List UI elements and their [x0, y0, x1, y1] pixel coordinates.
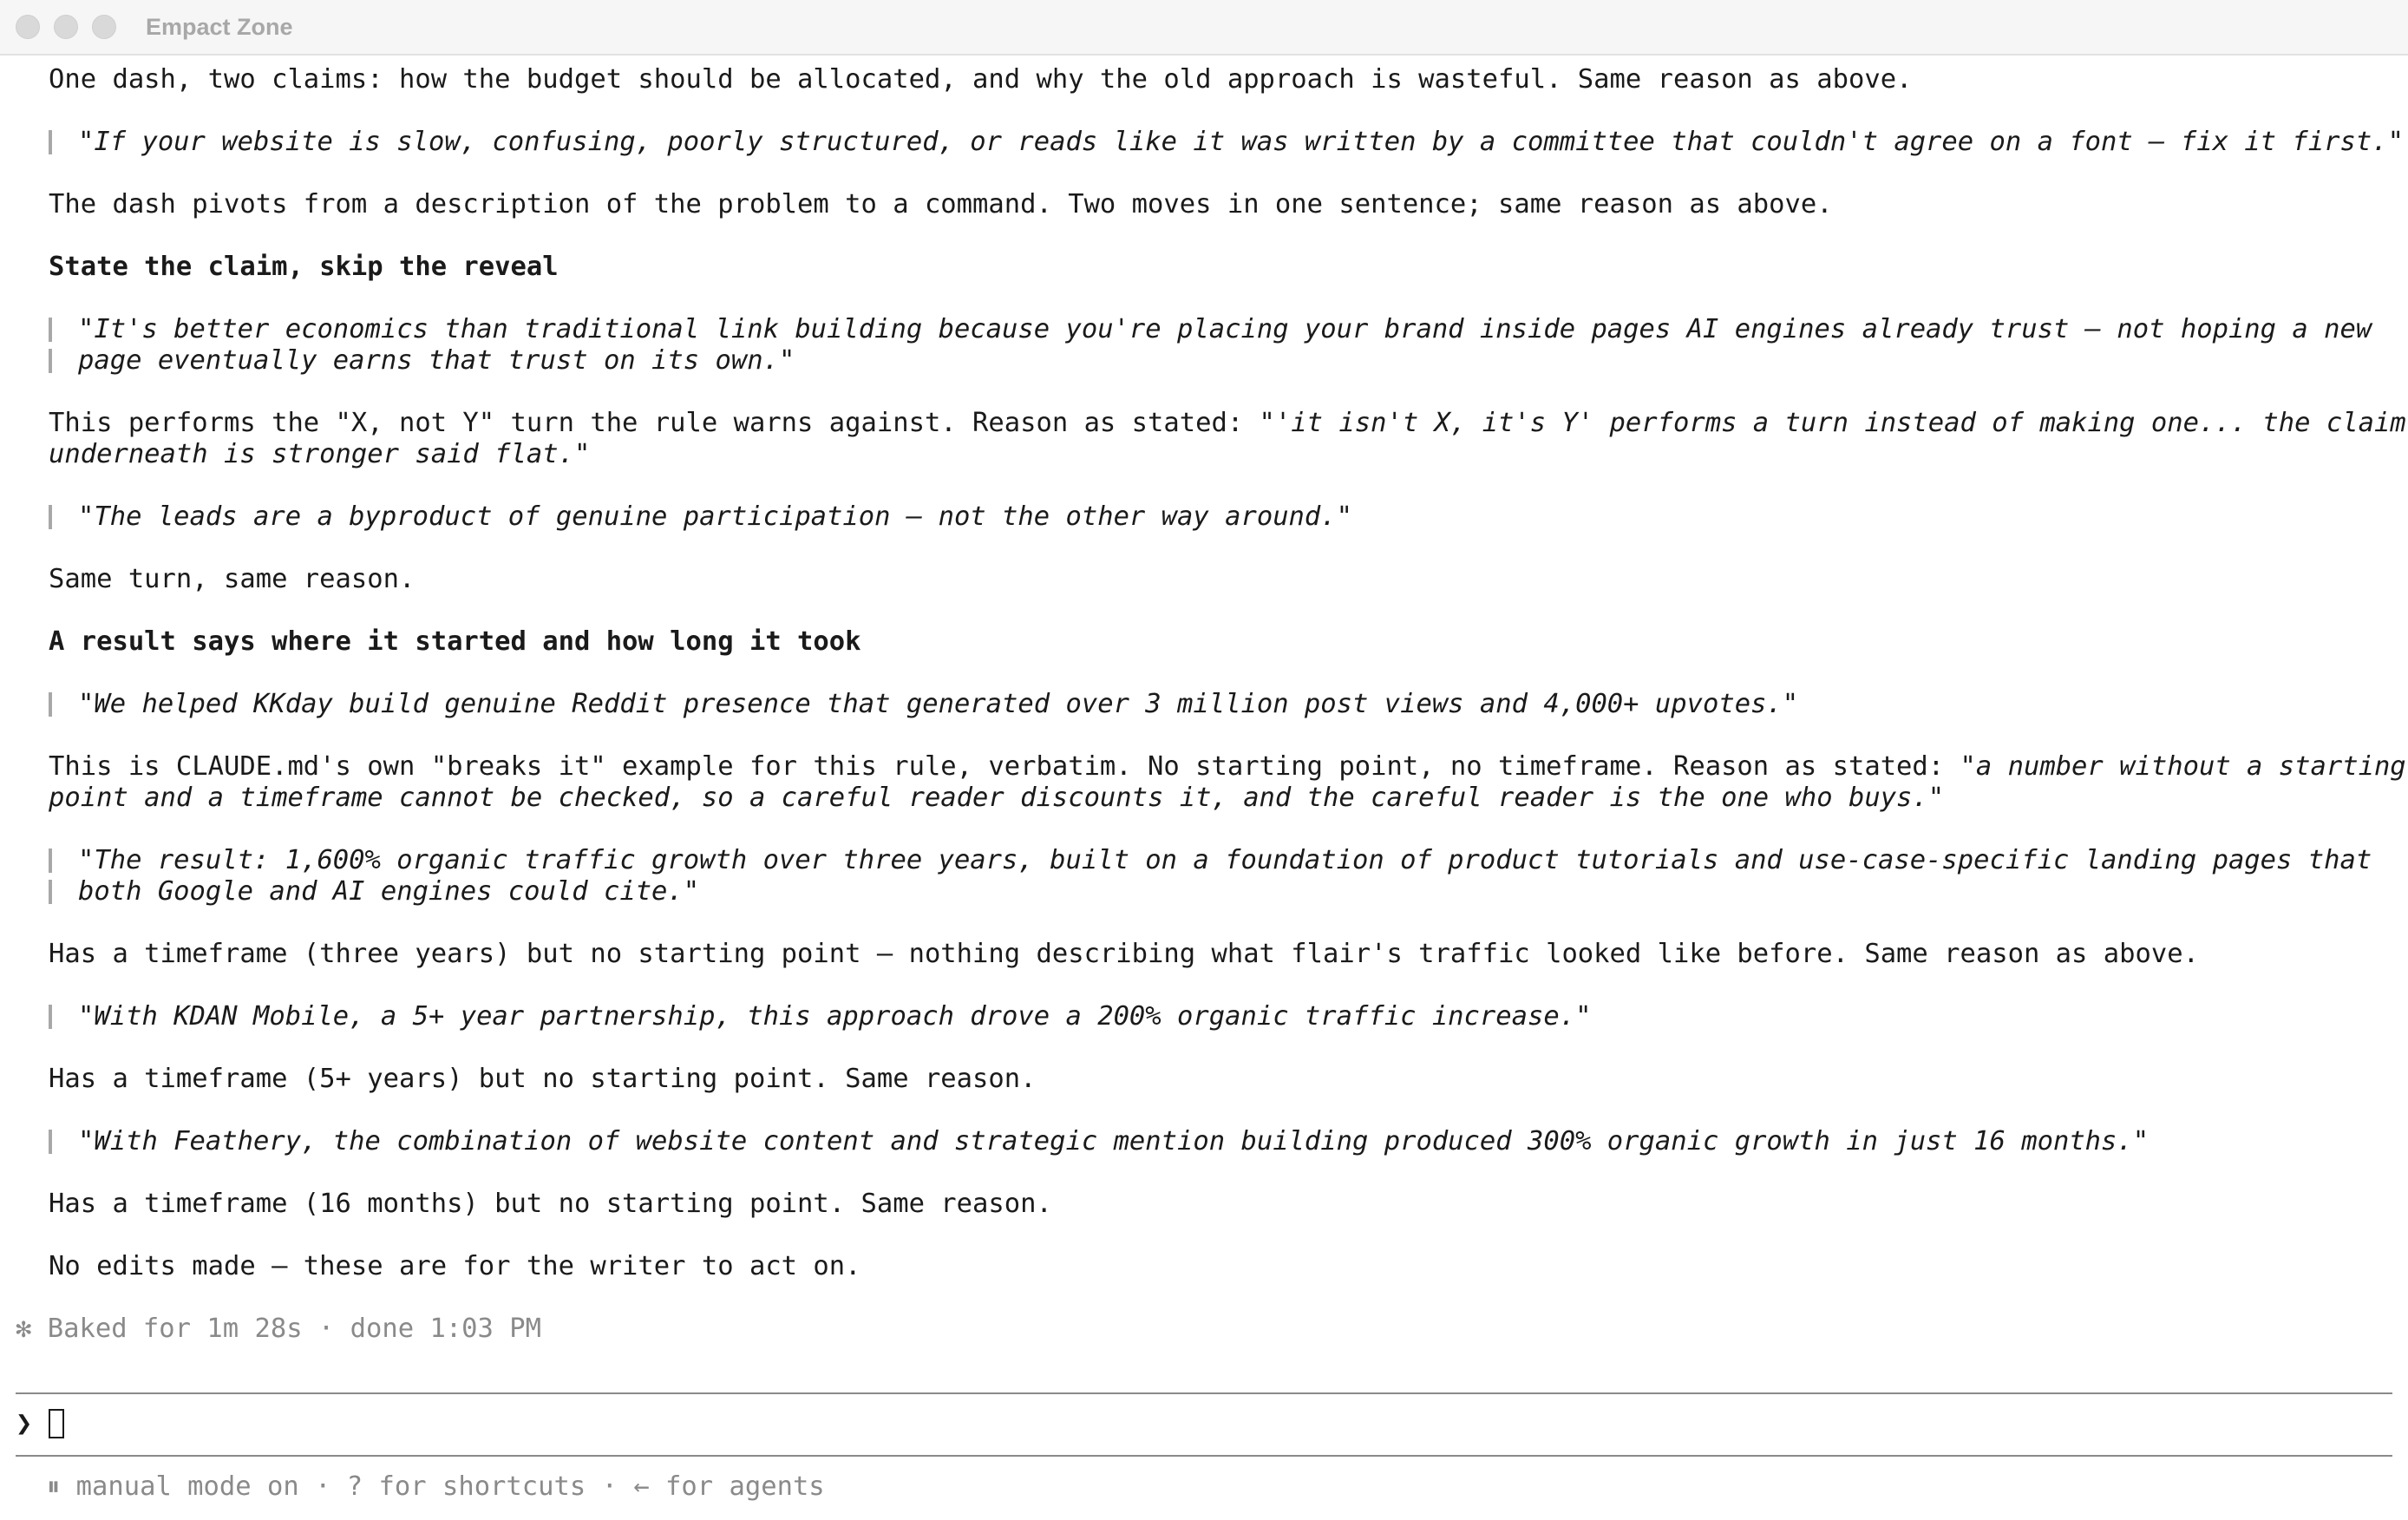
quote-text: "It's better economics than traditional link building because you're placing your brand inside pages AI engines already trust — not hoping a new [78, 314, 2372, 344]
paragraph [49, 408, 2406, 439]
paragraph: Same turn, same reason. [49, 564, 416, 594]
quoted-rule-text: 'it isn't X, it's Y' performs a turn instead of making one... the claim [1274, 408, 2406, 438]
blockquote [49, 689, 1799, 720]
paragraph [49, 751, 2406, 783]
blockquote [49, 501, 1353, 533]
prompt-bottom-divider [16, 1455, 2392, 1457]
quote-text: "With KDAN Mobile, a 5+ year partnership, this approach drove a 200% organic traffic increase." [78, 1001, 1592, 1032]
paragraph-text: This is CLAUDE.md's own "breaks it" example for this rule, verbatim. No starting point, no timeframe. Reason as stated: " [49, 751, 1976, 782]
quote-text: page eventually earns that trust on its own." [78, 345, 795, 376]
quote-text: "The leads are a byproduct of genuine participation — not the other way around." [78, 501, 1353, 532]
blockquote [49, 845, 2372, 907]
close-window-button[interactable] [16, 15, 40, 39]
paragraph [49, 439, 590, 470]
blockquote [49, 1001, 1592, 1032]
blockquote [49, 314, 2372, 377]
quote-bar [49, 505, 52, 529]
quote-bar [49, 692, 52, 717]
status-text: Baked for 1m 28s · done 1:03 PM [47, 1314, 541, 1344]
quote-bar [49, 318, 52, 342]
quote-text: both Google and AI engines could cite." [78, 876, 700, 907]
title-bar [0, 0, 2408, 56]
quote-bar [49, 880, 52, 904]
quote-text: "With Feathery, the combination of website content and strategic mention building produced 300% organic growth in just 16 months." [78, 1126, 2150, 1156]
window-title: Empact Zone [146, 14, 293, 40]
paragraph-text: This performs the "X, not Y" turn the rule warns against. Reason as stated: " [49, 408, 1275, 438]
paragraph: One dash, two claims: how the budget should be allocated, and why the old approach is wasteful. Same reason as above. [49, 64, 1913, 95]
pause-icon: ⏸ [47, 1471, 61, 1502]
status-line [16, 1314, 541, 1345]
footer-hint-text: manual mode on · ? for shortcuts · ← for agents [75, 1471, 825, 1502]
blockquote [49, 1126, 2150, 1157]
quoted-rule-text: a number without a starting [1975, 751, 2406, 782]
quote-bar [49, 1130, 52, 1154]
footer-hint [47, 1471, 825, 1503]
quote-text: "The result: 1,600% organic traffic growth over three years, built on a foundation of product tutorials and use-case-specific landing pages that [78, 845, 2372, 875]
section-heading: A result says where it started and how long it took [49, 626, 861, 657]
minimize-window-button[interactable] [54, 15, 78, 39]
section-heading: State the claim, skip the reveal [49, 252, 559, 282]
paragraph: Has a timeframe (three years) but no starting point — nothing describing what flair's traffic looked like before. Same reason as above. [49, 939, 2199, 969]
quoted-rule-text: underneath is stronger said flat. [49, 439, 574, 469]
paragraph-text: " [1927, 783, 1945, 813]
prompt-chevron-icon: ❯ [16, 1406, 33, 1439]
quote-text: "We helped KKday build genuine Reddit presence that generated over 3 million post views and 4,000+ upvotes." [78, 689, 1799, 719]
prompt-top-divider [16, 1392, 2392, 1394]
quote-bar [49, 848, 52, 873]
paragraph [49, 783, 1944, 814]
quote-bar [49, 1005, 52, 1029]
asterisk-icon: ✻ [16, 1314, 32, 1344]
quote-bar [49, 130, 52, 154]
quoted-rule-text: point and a timeframe cannot be checked, so a careful reader discounts it, and the careful reader is the one who buys. [49, 783, 1928, 813]
quote-text: "If your website is slow, confusing, poorly structured, or reads like it was written by a committee that couldn't agree on a font — fix it first." [78, 127, 2404, 157]
zoom-window-button[interactable] [92, 15, 116, 39]
paragraph-text: " [573, 439, 591, 469]
blockquote [49, 127, 2404, 158]
paragraph: Has a timeframe (5+ years) but no starting point. Same reason. [49, 1064, 1037, 1094]
paragraph: Has a timeframe (16 months) but no starting point. Same reason. [49, 1189, 1052, 1219]
paragraph: The dash pivots from a description of the problem to a command. Two moves in one sentence; same reason as above. [49, 189, 1833, 219]
quote-bar [49, 349, 52, 373]
paragraph: No edits made — these are for the writer to act on. [49, 1251, 861, 1281]
prompt-input[interactable] [49, 1409, 64, 1438]
